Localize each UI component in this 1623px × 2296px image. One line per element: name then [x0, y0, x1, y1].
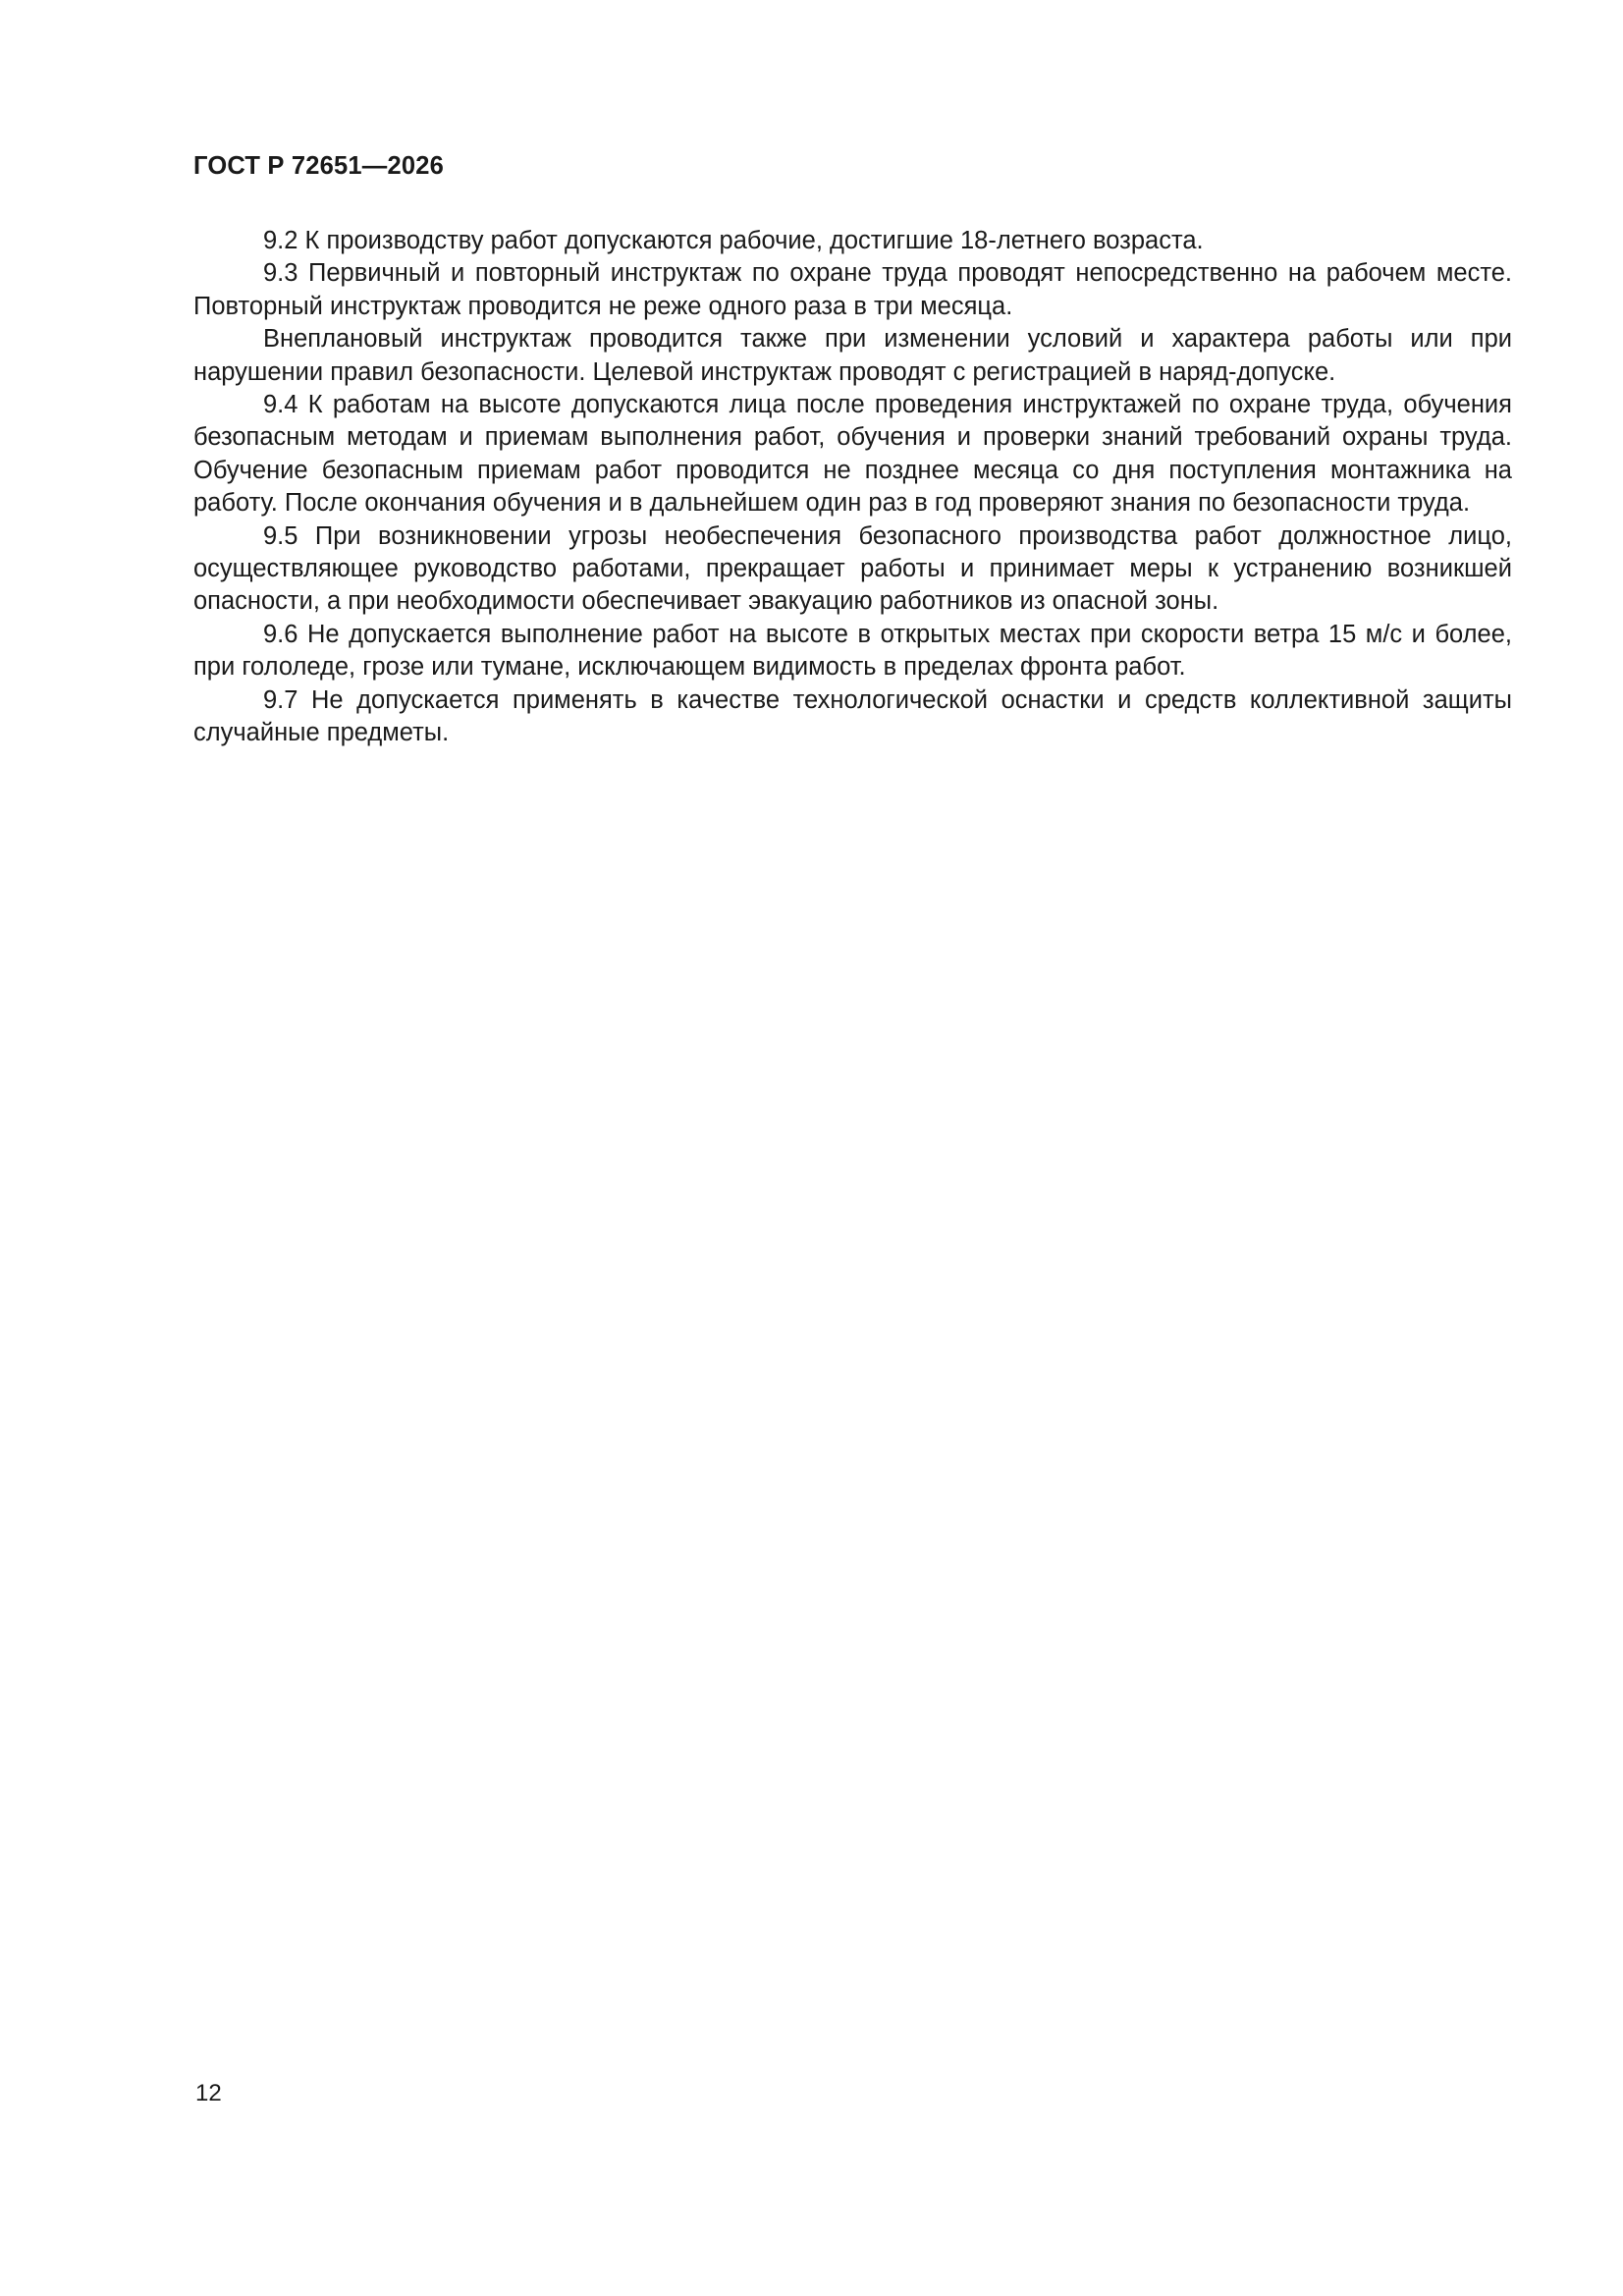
- paragraph-9-4: 9.4 К работам на высоте допускаются лица после проведения инструктажей по охране труда, обучения безопасным методам и приемам выполнения работ, обучения и проверки знаний требований охраны труда. Обучение безопасным приемам работ проводится не позднее месяца со дня поступления монтажника на работу. После окончания обучения и в дальнейшем один раз в год проверяют знания по безопасности труда.: [193, 391, 1512, 518]
- paragraph-unscheduled-briefing: Внеплановый инструктаж проводится также при изменении условий и характера работы или при нарушении правил безопасности. Целевой инструктаж проводят с регистрацией в наряд-допуске.: [193, 325, 1512, 386]
- standard-designation: ГОСТ Р 72651—2026: [193, 152, 445, 180]
- paragraph-9-2: 9.2 К производству работ допускаются рабочие, достигшие 18-летнего возраста.: [263, 227, 1204, 254]
- document-body: [193, 225, 1512, 750]
- paragraph-9-3: 9.3 Первичный и повторный инструктаж по охране труда проводят непосредственно на рабочем месте. Повторный инструктаж проводится не реже одного раза в три месяца.: [193, 259, 1512, 320]
- paragraph-9-5: 9.5 При возникновении угрозы необеспечения безопасного производства работ должностное лицо, осуществляющее руководство работами, прекращает работы и принимает меры к устранению возникшей опасности, а при необходимости обеспечивает эвакуацию работников из опасной зоны.: [193, 521, 1512, 616]
- paragraph-9-6: 9.6 Не допускается выполнение работ на высоте в открытых местах при скорости ветра 15 м/с и более, при гололеде, грозе или тумане, исключающем видимость в пределах фронта работ.: [193, 620, 1512, 682]
- paragraph-9-7: 9.7 Не допускается применять в качестве технологической оснастки и средств коллективной защиты случайные предметы.: [193, 685, 1512, 747]
- page-number: 12: [195, 2080, 222, 2106]
